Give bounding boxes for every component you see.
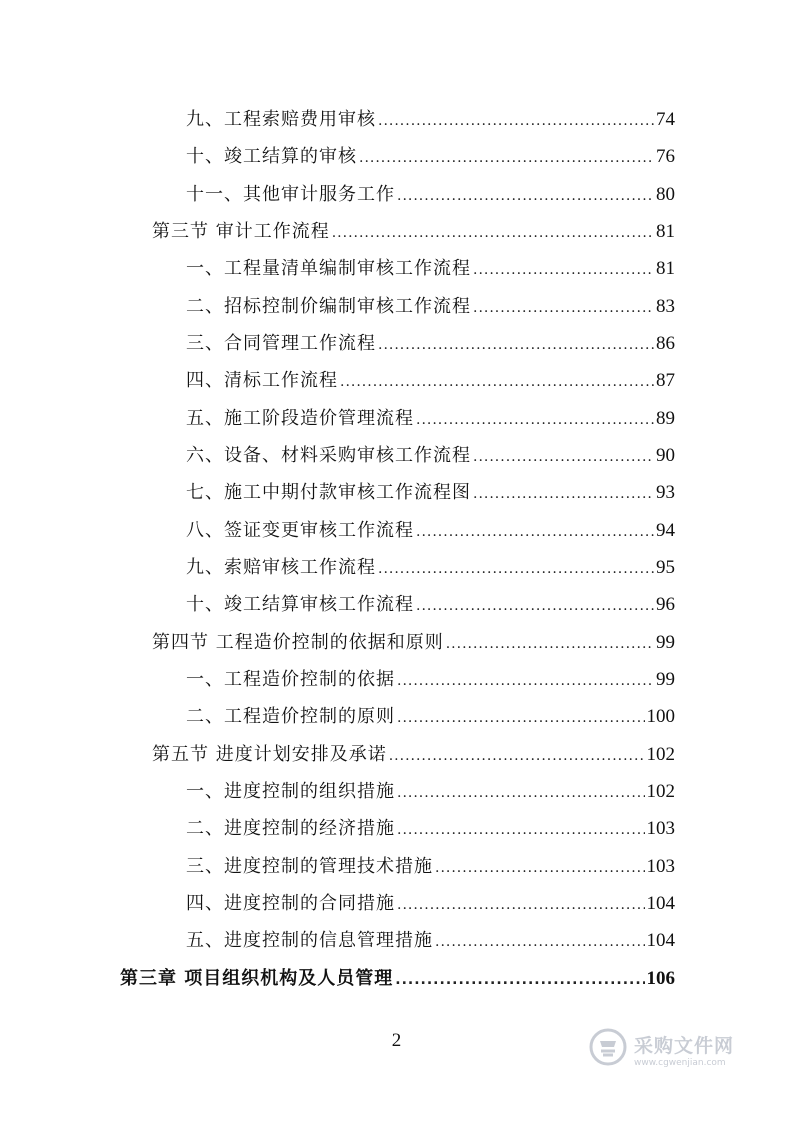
toc-entry[interactable] — [186, 516, 675, 546]
toc-page-number: 102 — [646, 744, 675, 765]
toc-entry[interactable] — [186, 590, 675, 620]
toc-dot-leader — [378, 330, 654, 360]
toc-entry-label: 四、进度控制的合同措施 — [186, 893, 395, 914]
toc-page-number: 81 — [656, 258, 675, 279]
toc-entry[interactable] — [186, 665, 675, 695]
toc-dot-leader — [397, 666, 654, 696]
toc-page-number: 83 — [656, 296, 675, 317]
toc-entry-label: 三、合同管理工作流程 — [186, 333, 376, 354]
toc-page-number: 99 — [656, 632, 675, 653]
toc-entry-label: 八、签证变更审核工作流程 — [186, 520, 414, 541]
toc-page-number: 86 — [656, 333, 675, 354]
toc-section-entry[interactable] — [152, 740, 675, 770]
toc-entry-label: 十一、其他审计服务工作 — [186, 184, 395, 205]
toc-entry[interactable] — [186, 254, 675, 284]
toc-chapter-entry[interactable] — [120, 964, 675, 994]
watermark-url: www.cgwenjian.com — [634, 1057, 726, 1068]
toc-entry[interactable] — [186, 702, 675, 732]
toc-entry-label: 四、清标工作流程 — [186, 370, 338, 391]
toc-dot-leader — [397, 815, 645, 845]
toc-dot-leader — [416, 405, 654, 435]
toc-entry[interactable] — [186, 366, 675, 396]
toc-dot-leader — [473, 255, 654, 285]
toc-dot-leader — [397, 778, 645, 808]
toc-entry[interactable] — [186, 180, 675, 210]
toc-page-number: 96 — [656, 594, 675, 615]
toc-dot-leader — [416, 517, 654, 547]
toc-entry-label: 五、进度控制的信息管理措施 — [186, 930, 433, 951]
toc-entry-label: 九、工程索赔费用审核 — [186, 109, 376, 130]
toc-entry[interactable] — [186, 478, 675, 508]
toc-entry-label: 第四节 工程造价控制的依据和原则 — [152, 632, 444, 653]
toc-page-number: 100 — [646, 706, 675, 727]
toc-entry-label: 七、施工中期付款审核工作流程图 — [186, 482, 471, 503]
toc-dot-leader — [395, 965, 644, 995]
toc-section-entry[interactable] — [152, 217, 675, 247]
toc-entry-label: 第三节 审计工作流程 — [152, 221, 330, 242]
toc-entry[interactable] — [186, 553, 675, 583]
toc-entry-label: 一、工程造价控制的依据 — [186, 669, 395, 690]
toc-page-number: 80 — [656, 184, 675, 205]
toc-entry[interactable] — [186, 852, 675, 882]
toc-dot-leader — [416, 591, 654, 621]
toc-dot-leader — [340, 367, 654, 397]
toc-entry-label: 十、竣工结算审核工作流程 — [186, 594, 414, 615]
toc-section-entry[interactable] — [152, 628, 675, 658]
toc-dot-leader — [397, 890, 645, 920]
toc-dot-leader — [378, 106, 654, 136]
toc-dot-leader — [389, 741, 645, 771]
toc-entry[interactable] — [186, 889, 675, 919]
toc-entry-label: 五、施工阶段造价管理流程 — [186, 408, 414, 429]
toc-dot-leader — [473, 293, 654, 323]
toc-entry[interactable] — [186, 329, 675, 359]
toc-page-number: 106 — [646, 968, 675, 989]
toc-page-number: 104 — [646, 893, 675, 914]
toc-dot-leader — [473, 479, 654, 509]
toc-dot-leader — [397, 181, 654, 211]
toc-entry[interactable] — [186, 292, 675, 322]
toc-entry-label: 十、竣工结算的审核 — [186, 146, 357, 167]
toc-entry-label: 二、招标控制价编制审核工作流程 — [186, 296, 471, 317]
toc-entry-label: 二、进度控制的经济措施 — [186, 818, 395, 839]
toc-entry[interactable] — [186, 441, 675, 471]
watermark-title: 采购文件网 — [634, 1034, 735, 1057]
toc-entry[interactable] — [186, 926, 675, 956]
toc-entry[interactable] — [186, 777, 675, 807]
toc-page-number: 93 — [656, 482, 675, 503]
toc-entry-label: 九、索赔审核工作流程 — [186, 557, 376, 578]
toc-page-number: 89 — [656, 408, 675, 429]
toc-entry[interactable] — [186, 404, 675, 434]
toc-page-number: 104 — [646, 930, 675, 951]
toc-page-number: 74 — [656, 109, 675, 130]
toc-dot-leader — [473, 442, 654, 472]
toc-page-number: 90 — [656, 445, 675, 466]
toc-page-number: 102 — [646, 781, 675, 802]
toc-dot-leader — [435, 853, 645, 883]
watermark — [588, 1026, 758, 1072]
toc-entry-label: 三、进度控制的管理技术措施 — [186, 856, 433, 877]
toc-dot-leader — [359, 143, 654, 173]
toc-entry[interactable] — [186, 814, 675, 844]
toc-entry-label: 第五节 进度计划安排及承诺 — [152, 744, 387, 765]
toc-dot-leader — [397, 703, 645, 733]
toc-dot-leader — [378, 554, 654, 584]
toc-entry-label: 六、设备、材料采购审核工作流程 — [186, 445, 471, 466]
cgwenjian-logo-icon — [588, 1027, 628, 1071]
toc-dot-leader — [435, 927, 645, 957]
toc-page-number: 81 — [656, 221, 675, 242]
toc-page-number: 76 — [656, 146, 675, 167]
toc-entry-label: 第三章 项目组织机构及人员管理 — [120, 968, 394, 989]
toc-dot-leader — [446, 629, 654, 659]
toc-page-number: 87 — [656, 370, 675, 391]
page-number: 2 — [391, 1030, 402, 1051]
toc-page-number: 103 — [646, 818, 675, 839]
toc-entry[interactable] — [186, 105, 675, 135]
toc-page-number: 103 — [646, 856, 675, 877]
toc-entry-label: 一、进度控制的组织措施 — [186, 781, 395, 802]
toc-page-number: 99 — [656, 669, 675, 690]
toc-entry-label: 一、工程量清单编制审核工作流程 — [186, 258, 471, 279]
toc-dot-leader — [332, 218, 654, 248]
toc-entry[interactable] — [186, 142, 675, 172]
toc-page-number: 94 — [656, 520, 675, 541]
toc-page-number: 95 — [656, 557, 675, 578]
toc-entry-label: 二、工程造价控制的原则 — [186, 706, 395, 727]
